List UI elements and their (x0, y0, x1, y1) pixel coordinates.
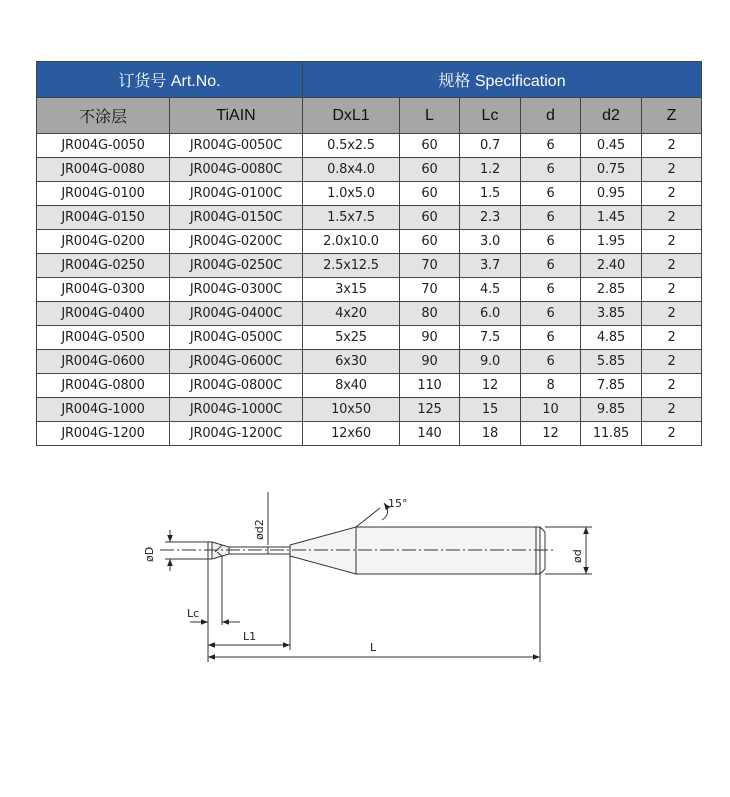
cell-d2: 9.85 (581, 398, 642, 422)
cell-z: 2 (642, 326, 702, 350)
cell-dxl1: 1.0x5.0 (303, 182, 400, 206)
cell-dxl1: 3x15 (303, 278, 400, 302)
cell-d2: 3.85 (581, 302, 642, 326)
cell-z: 2 (642, 134, 702, 158)
cell-d: 6 (521, 278, 581, 302)
specification-header: 规格 Specification (303, 62, 702, 98)
cell-dxl1: 4x20 (303, 302, 400, 326)
cell-d: 6 (521, 134, 581, 158)
cell-dxl1: 5x25 (303, 326, 400, 350)
cell-l: 70 (400, 254, 460, 278)
cell-lc: 6.0 (460, 302, 521, 326)
label-l1: L1 (243, 630, 257, 643)
cell-d: 6 (521, 206, 581, 230)
cell-dxl1: 6x30 (303, 350, 400, 374)
cell-d: 6 (521, 230, 581, 254)
col-header-z: Z (642, 98, 702, 134)
col-header-dxl1: DxL1 (303, 98, 400, 134)
cell-l: 60 (400, 182, 460, 206)
cell-d2: 0.95 (581, 182, 642, 206)
cell-tiain-part-no: JR004G-0400C (170, 302, 303, 326)
col-header-d2: d2 (581, 98, 642, 134)
cell-dxl1: 1.5x7.5 (303, 206, 400, 230)
cell-d2: 0.45 (581, 134, 642, 158)
cell-z: 2 (642, 206, 702, 230)
cell-lc: 15 (460, 398, 521, 422)
cell-dxl1: 12x60 (303, 422, 400, 446)
cell-d: 6 (521, 158, 581, 182)
cell-d2: 1.95 (581, 230, 642, 254)
cell-l: 140 (400, 422, 460, 446)
cell-lc: 7.5 (460, 326, 521, 350)
cell-lc: 1.2 (460, 158, 521, 182)
cell-z: 2 (642, 422, 702, 446)
cell-d: 6 (521, 350, 581, 374)
cell-tiain-part-no: JR004G-1000C (170, 398, 303, 422)
cell-d2: 4.85 (581, 326, 642, 350)
cell-l: 80 (400, 302, 460, 326)
cell-dxl1: 0.5x2.5 (303, 134, 400, 158)
cell-tiain-part-no: JR004G-0200C (170, 230, 303, 254)
cell-l: 60 (400, 158, 460, 182)
cell-uncoated-part-no: JR004G-1000 (37, 398, 170, 422)
cell-lc: 1.5 (460, 182, 521, 206)
cell-lc: 2.3 (460, 206, 521, 230)
cell-lc: 0.7 (460, 134, 521, 158)
cell-l: 60 (400, 206, 460, 230)
cell-z: 2 (642, 254, 702, 278)
cell-z: 2 (642, 302, 702, 326)
label-dia-d: øD (143, 546, 156, 562)
cell-uncoated-part-no: JR004G-0800 (37, 374, 170, 398)
cell-d: 6 (521, 302, 581, 326)
cell-uncoated-part-no: JR004G-0100 (37, 182, 170, 206)
cell-lc: 12 (460, 374, 521, 398)
cell-tiain-part-no: JR004G-0050C (170, 134, 303, 158)
cell-l: 110 (400, 374, 460, 398)
cell-dxl1: 0.8x4.0 (303, 158, 400, 182)
label-l: L (370, 641, 377, 654)
cell-tiain-part-no: JR004G-0300C (170, 278, 303, 302)
cell-d: 6 (521, 326, 581, 350)
cell-d: 10 (521, 398, 581, 422)
cell-dxl1: 2.0x10.0 (303, 230, 400, 254)
cell-d: 6 (521, 254, 581, 278)
cell-z: 2 (642, 182, 702, 206)
cell-uncoated-part-no: JR004G-0150 (37, 206, 170, 230)
cell-l: 90 (400, 350, 460, 374)
cell-uncoated-part-no: JR004G-0200 (37, 230, 170, 254)
cell-l: 60 (400, 134, 460, 158)
cell-uncoated-part-no: JR004G-0050 (37, 134, 170, 158)
cell-tiain-part-no: JR004G-0500C (170, 326, 303, 350)
cell-dxl1: 8x40 (303, 374, 400, 398)
angle-arc (382, 503, 388, 520)
cell-uncoated-part-no: JR004G-0400 (37, 302, 170, 326)
col-header-tiain: TiAIN (170, 98, 303, 134)
cell-lc: 4.5 (460, 278, 521, 302)
cell-tiain-part-no: JR004G-1200C (170, 422, 303, 446)
cell-tiain-part-no: JR004G-0150C (170, 206, 303, 230)
cell-lc: 3.7 (460, 254, 521, 278)
cell-lc: 18 (460, 422, 521, 446)
cell-tiain-part-no: JR004G-0800C (170, 374, 303, 398)
cell-d2: 2.85 (581, 278, 642, 302)
cell-d2: 11.85 (581, 422, 642, 446)
cell-l: 125 (400, 398, 460, 422)
cell-uncoated-part-no: JR004G-0500 (37, 326, 170, 350)
col-header-uncoated: 不涂层 (37, 98, 170, 134)
cell-tiain-part-no: JR004G-0080C (170, 158, 303, 182)
cell-d2: 0.75 (581, 158, 642, 182)
cell-l: 70 (400, 278, 460, 302)
cell-d2: 2.40 (581, 254, 642, 278)
cell-d: 6 (521, 182, 581, 206)
cell-z: 2 (642, 350, 702, 374)
cell-z: 2 (642, 158, 702, 182)
cell-d2: 1.45 (581, 206, 642, 230)
cell-tiain-part-no: JR004G-0600C (170, 350, 303, 374)
cell-uncoated-part-no: JR004G-1200 (37, 422, 170, 446)
cell-uncoated-part-no: JR004G-0080 (37, 158, 170, 182)
cell-l: 60 (400, 230, 460, 254)
cell-uncoated-part-no: JR004G-0250 (37, 254, 170, 278)
cell-d: 8 (521, 374, 581, 398)
cell-uncoated-part-no: JR004G-0300 (37, 278, 170, 302)
cell-tiain-part-no: JR004G-0250C (170, 254, 303, 278)
cell-dxl1: 10x50 (303, 398, 400, 422)
label-dia-d2: ød2 (253, 519, 266, 540)
cell-tiain-part-no: JR004G-0100C (170, 182, 303, 206)
cell-z: 2 (642, 374, 702, 398)
col-header-lc: Lc (460, 98, 521, 134)
label-dia-shank: ød (571, 549, 584, 563)
label-lc: Lc (187, 607, 200, 620)
cell-d: 12 (521, 422, 581, 446)
col-header-d: d (521, 98, 581, 134)
cell-z: 2 (642, 278, 702, 302)
cell-lc: 9.0 (460, 350, 521, 374)
art-no-header: 订货号 Art.No. (37, 62, 303, 98)
cell-uncoated-part-no: JR004G-0600 (37, 350, 170, 374)
cell-d2: 5.85 (581, 350, 642, 374)
cell-l: 90 (400, 326, 460, 350)
cell-z: 2 (642, 398, 702, 422)
col-header-l: L (400, 98, 460, 134)
cell-d2: 7.85 (581, 374, 642, 398)
cell-z: 2 (642, 230, 702, 254)
cell-dxl1: 2.5x12.5 (303, 254, 400, 278)
angle-label: 15° (388, 497, 408, 510)
cell-lc: 3.0 (460, 230, 521, 254)
